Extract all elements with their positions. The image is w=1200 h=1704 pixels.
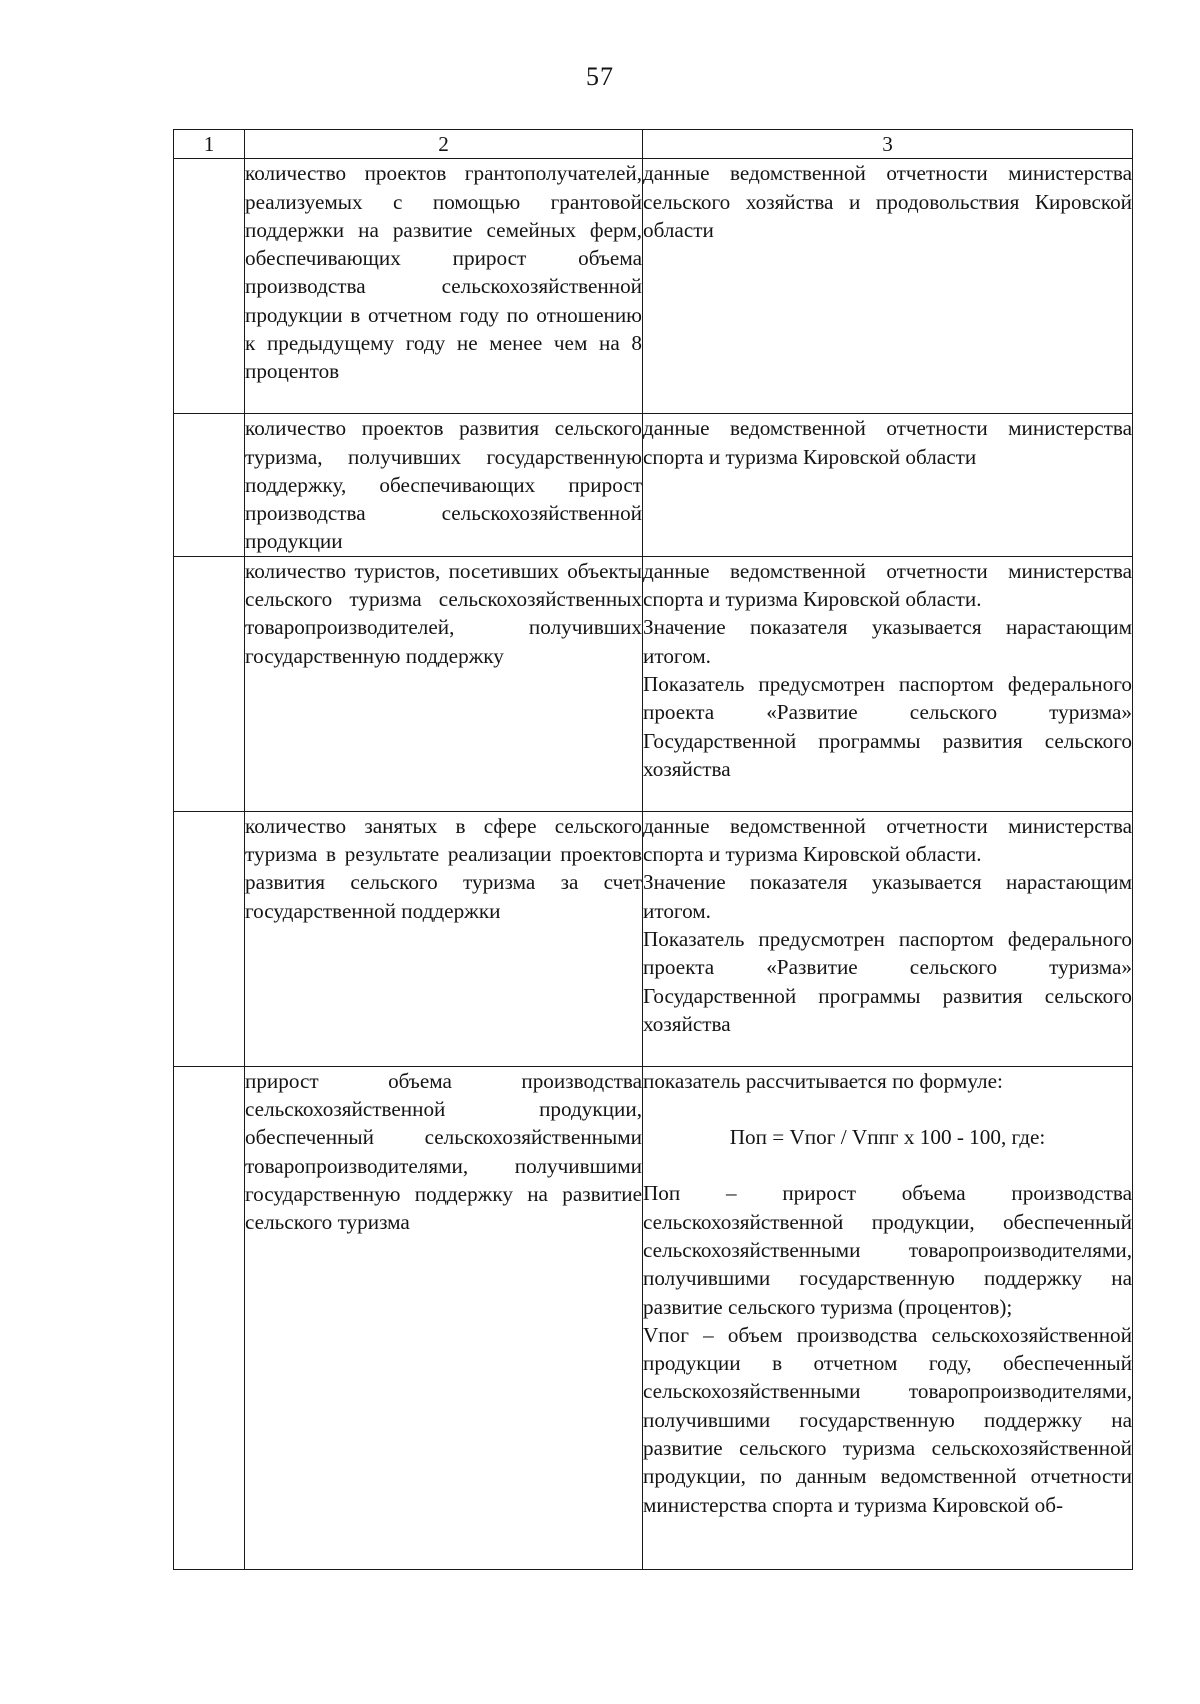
formula-term: Vпог – объем производства сельскохозяйственной продукции в отчетном году, обеспеченный сельскохозяйственными товаропроизводителями, получившими государственную поддержку на развитие сельского туризма сельскохозяйственной продукции, по данным ведомственной отчетности министерства спорта и туризма Кировской об-	[643, 1322, 1132, 1517]
source-cell	[643, 159, 1133, 414]
page-number: 57	[586, 62, 614, 91]
indicator-text: количество проектов развития сельского туризма, получивших государственную поддержку, обеспечивающих прирост производства сельскохозяйственной продукции	[245, 416, 642, 554]
indicators-table	[173, 129, 1133, 1570]
source-text: показатель рассчитывается по формуле:	[643, 1068, 1003, 1093]
table-row	[174, 811, 1133, 1066]
source-cell	[643, 811, 1133, 1066]
source-note: Значение показателя указывается нарастающим итогом.	[643, 615, 1132, 668]
column-header-1: 1	[174, 130, 245, 159]
indicator-cell	[245, 159, 643, 414]
source-text: данные ведомственной отчетности министерства спорта и туризма Кировской области.	[643, 558, 1132, 612]
table-row	[174, 556, 1133, 811]
source-text: данные ведомственной отчетности министерства спорта и туризма Кировской области	[643, 416, 1132, 469]
row-number-cell	[174, 414, 245, 556]
row-number-cell	[174, 159, 245, 414]
table-row	[174, 1066, 1133, 1569]
source-content	[643, 1067, 1132, 1567]
table-row	[174, 159, 1133, 414]
row-number-cell	[174, 1066, 245, 1569]
source-text: данные ведомственной отчетности министерства спорта и туризма Кировской области.	[643, 813, 1132, 867]
indicator-cell	[245, 556, 643, 811]
source-cell	[643, 556, 1133, 811]
indicator-text: количество туристов, посетивших объекты сельского туризма сельскохозяйственных товаропроизводителей, получивших государственную поддержку	[245, 558, 642, 668]
formula: Поп = Vпог / Vппг х 100 - 100, где:	[729, 1125, 1046, 1150]
indicator-text: количество занятых в сфере сельского туризма в результате реализации проектов развития сельского туризма за счет государственной поддержки	[245, 813, 642, 923]
column-header-3: 3	[643, 130, 1133, 159]
table-header-row	[174, 130, 1133, 159]
column-header-2: 2	[245, 130, 643, 159]
source-text: данные ведомственной отчетности министерства сельского хозяйства и продовольствия Кировской области	[643, 161, 1132, 242]
table-row	[174, 414, 1133, 556]
source-note: Показатель предусмотрен паспортом федерального проекта «Развитие сельского туризма» Государственной программы развития сельского хозяйства	[643, 671, 1132, 781]
indicator-cell	[245, 1066, 643, 1569]
source-cell	[643, 1066, 1133, 1569]
source-cell	[643, 414, 1133, 556]
source-note: Значение показателя указывается нарастающим итогом.	[643, 870, 1132, 923]
row-number-cell	[174, 811, 245, 1066]
row-number-cell	[174, 556, 245, 811]
formula-term: Поп – прирост объема производства сельскохозяйственной продукции, обеспеченный сельскохозяйственными товаропроизводителями, получившими государственную поддержку на развитие сельского туризма (процентов);	[643, 1181, 1132, 1319]
source-note: Показатель предусмотрен паспортом федерального проекта «Развитие сельского туризма» Государственной программы развития сельского хозяйства	[643, 926, 1132, 1036]
indicator-cell	[245, 811, 643, 1066]
indicator-cell	[245, 414, 643, 556]
indicator-text: прирост объема производства сельскохозяйственной продукции, обеспеченный сельскохозяйственными товаропроизводителями, получившими государственную поддержку на развитие сельского туризма	[245, 1068, 642, 1235]
indicator-text: количество проектов грантополучателей, реализуемых с помощью грантовой поддержки на развитие семейных ферм, обеспечивающих прирост объема производства сельскохозяйственной продукции в отчетном году по отношению к предыдущему году не менее чем на 8 процентов	[245, 161, 642, 384]
